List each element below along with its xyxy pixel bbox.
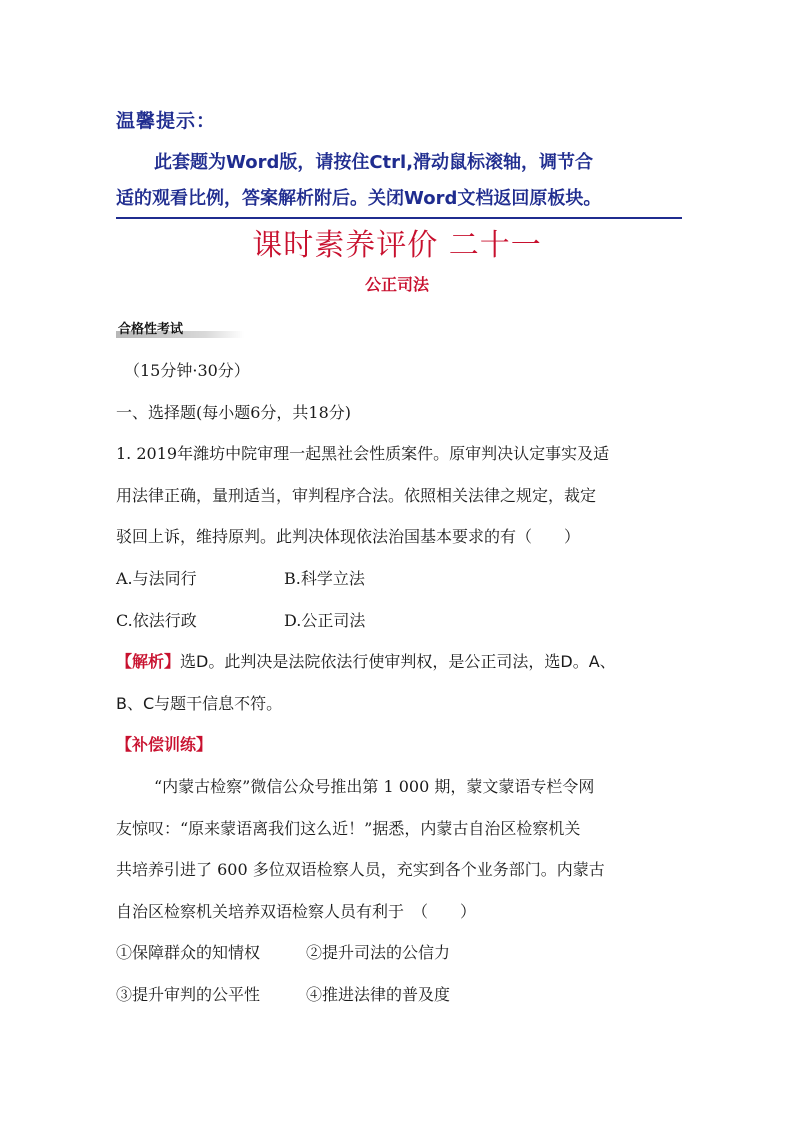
supplement-line-4: 自治区检察机关培养双语检察人员有利于 （ ） — [116, 901, 477, 921]
supplement-line-2: 友惊叹：“原来蒙语离我们这么近！”据悉，内蒙古自治区检察机关 — [116, 818, 581, 838]
supplement-options-row-2 — [116, 974, 682, 1016]
option-a: A.与法同行 — [116, 568, 197, 588]
analysis-label: 解析 — [132, 652, 165, 672]
question-1-line-2: 用法律正确，量刑适当，审判程序合法。依照相关法律之规定，裁定 — [116, 485, 597, 505]
tip-line-2: 适的观看比例，答案解析附后。关闭Word文档返回原板块。 — [116, 182, 682, 219]
analysis-line-2: B、C与题干信息不符。 — [116, 693, 283, 713]
time-info: （15分钟·30分） — [124, 361, 250, 380]
page-subtitle: 公正司法 — [364, 275, 429, 294]
supplement-options-row-1 — [116, 932, 682, 974]
question-1-line-3: 驳回上诉，维持原判。此判决体现依法治国基本要求的有（ ） — [116, 527, 581, 547]
option-4: ④推进法律的普及度 — [306, 984, 451, 1004]
analysis-text-1: 选D。此判决是法院依法行使审判权，是公正司法，选D。A、 — [180, 652, 616, 672]
tip-line-1: 此套题为Word版，请按住Ctrl,滑动鼠标滚轴，调节合 — [154, 152, 594, 173]
analysis-bracket-close: 】 — [164, 652, 181, 672]
tip-title: 温馨提示： — [116, 110, 217, 132]
content-body — [116, 350, 682, 1016]
section-banner — [116, 318, 244, 338]
supplement-heading: 【补偿训练】 — [116, 735, 213, 755]
analysis-line-1 — [116, 641, 682, 683]
option-1: ①保障群众的知情权 — [116, 943, 261, 963]
question-1-options-row-2 — [116, 600, 682, 642]
option-3: ③提升审判的公平性 — [116, 984, 261, 1004]
page-title: 课时素养评价 二十一 — [252, 228, 542, 263]
option-b: B.科学立法 — [284, 568, 365, 588]
part-heading: 一、选择题(每小题6分，共18分) — [116, 402, 352, 422]
option-d: D.公正司法 — [284, 610, 366, 630]
option-2: ②提升司法的公信力 — [306, 943, 451, 963]
analysis-bracket-open: 【 — [116, 652, 133, 672]
supplement-line-3: 共培养引进了 600 多位双语检察人员，充实到各个业务部门。内蒙古 — [116, 860, 605, 880]
option-c: C.依法行政 — [116, 610, 197, 630]
supplement-line-1: “内蒙古检察”微信公众号推出第 1 000 期，蒙文蒙语专栏令网 — [154, 776, 595, 796]
tip-body — [116, 144, 682, 219]
question-1-options-row-1 — [116, 558, 682, 600]
section-label: 合格性考试 — [118, 322, 184, 337]
question-1-line-1: 1. 2019年潍坊中院审理一起黑社会性质案件。原审判决认定事实及适 — [116, 444, 610, 464]
